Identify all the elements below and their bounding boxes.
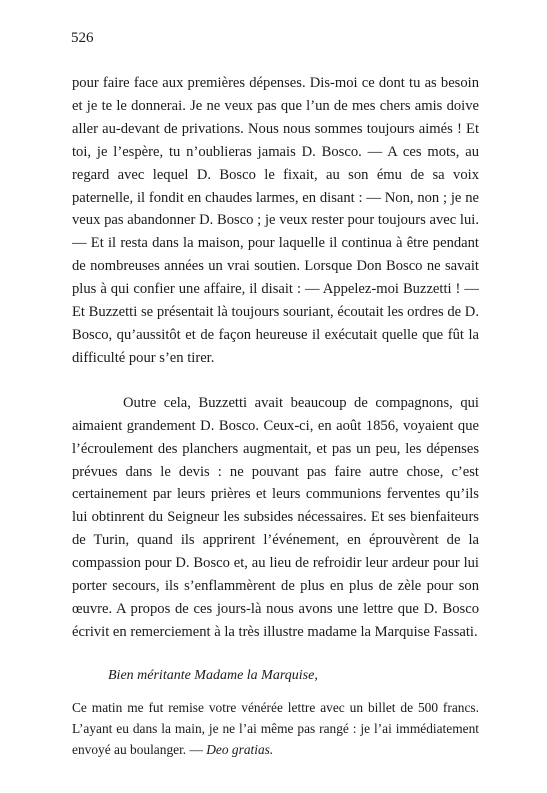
letter-body (72, 697, 479, 760)
page-body (72, 72, 479, 760)
letter-salutation: Bien méritante Madame la Marquise, (108, 667, 318, 683)
letter-closing-latin: Deo gratias. (206, 741, 274, 757)
page-number: 526 (71, 30, 94, 46)
paragraph-1: pour faire face aux premières dépenses. Dis-moi ce dont tu as besoin et je te le donnerai. Je ne veux pas que l’un de mes chers amis doive aller au-devant de privations. Nous nous sommes toujours aimés ! Et toi, je l’espère, tu n’oublieras jamais D. Bosco. — A ces mots, au regard avec lequel D. Bosco le fixait, au son ému de sa voix paternelle, il fondit en chaudes larmes, en disant : — Non, non ; je ne veux pas abandonner D. Bosco ; je veux rester pour toujours avec lui. — Et il resta dans la maison, pour laquelle il continua à être pendant de nombreuses années un vrai soutien. Lorsque Don Bosco ne savait plus à qui confier une affaire, il disait : — Appelez-moi Buzzetti ! — Et Buzzetti se présentait là toujours souriant, écoutait les ordres de D. Bosco, qu’aussitôt et de façon heureuse il exécutait quelle que fût la difficulté pour s’en tirer. (72, 75, 479, 366)
paragraph-2: Outre cela, Buzzetti avait beaucoup de compagnons, qui aimaient grandement D. Bosco. Ceux-ci, en août 1856, voyaient que l’écroulement des planchers augmentait, et pas un peu, les dépenses prévues dans le devis : ne pouvant pas faire autre chose, c’est certainement par leurs prières et leurs communions ferventes qu’ils lui obtinrent du Seigneur les subsides nécessaires. Et ses bienfaiteurs de Turin, quand ils apprirent l’événement, en éprouvèrent de la compassion pour D. Bosco et, au lieu de refroidir leur ardeur pour lui porter secours, ils s’enflammèrent de plus en plus de zèle pour son œuvre. A propos de ces jours-là nous avons une lettre que D. Bosco écrivit en remerciement à la très illustre madame la Marquise Fassati. (72, 394, 479, 640)
letter-body-text: Ce matin me fut remise votre vénérée lettre avec un billet de 500 francs. L’ayant eu dans la main, je ne l’ai même pas rangé : je l’ai immédiatement envoyé au boulanger. — (72, 699, 479, 757)
